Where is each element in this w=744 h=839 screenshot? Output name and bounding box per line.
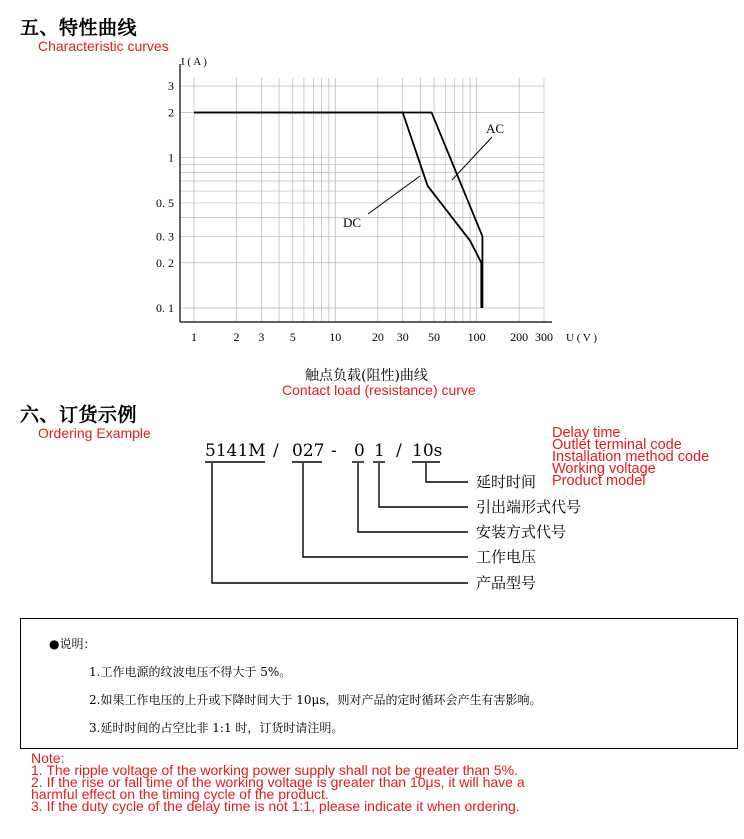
note-en-item-2-cont: harmful effect on the timing cycle of the product. <box>31 786 329 802</box>
x-tick-label: 30 <box>396 330 409 344</box>
code-installation-method: 0 <box>354 441 365 461</box>
y-tick-label: 1 <box>168 150 174 165</box>
code-outlet-terminal: 1 <box>374 441 385 461</box>
x-tick-label: 200 <box>510 330 529 344</box>
chart-caption: 触点负载(阻性)曲线 <box>305 368 428 384</box>
label-en-working-voltage: Working voltage <box>552 461 656 477</box>
x-tick-label: 10 <box>329 330 342 344</box>
label-en-outlet-terminal: Outlet terminal code <box>552 437 682 453</box>
label-zh-working-voltage: 工作电压 <box>476 548 537 566</box>
x-tick-label: 50 <box>428 330 441 344</box>
y-tick-label: 0. 2 <box>156 255 174 270</box>
label-en-delay-time: Delay time <box>552 425 621 441</box>
code-slash-1: / <box>273 441 279 461</box>
note-item-3: 3.延时时间的占空比非 1:1 时，订货时请注明。 <box>89 721 344 735</box>
x-tick-label: 3 <box>258 330 265 344</box>
code-slash-2: / <box>396 441 402 461</box>
y-tick-label: 0. 3 <box>156 229 174 244</box>
annotation-dc: DC <box>343 215 362 230</box>
annotation-ac: AC <box>486 121 505 136</box>
notes-box <box>20 618 738 749</box>
x-tick-label: 1 <box>191 330 197 344</box>
section6-title: 六、订货示例 <box>20 404 138 426</box>
section5-title: 五、特性曲线 <box>20 17 138 39</box>
code-product-model: 5141M <box>205 441 266 461</box>
y-tick-label: 0. 5 <box>156 195 174 210</box>
section6-subtitle: Ordering Example <box>38 425 151 441</box>
chart-caption-en: Contact load (resistance) curve <box>282 382 476 398</box>
x-tick-label: 300 <box>535 330 553 344</box>
section5-subtitle: Characteristic curves <box>38 38 169 54</box>
note-en-item-3: 3. If the duty cycle of the delay time is not 1:1, please indicate it when ordering. <box>31 798 520 814</box>
code-dash: - <box>331 441 337 461</box>
note-en-title: Note: <box>31 750 65 766</box>
notes-title: ●说明： <box>49 637 96 651</box>
x-tick-label: 2 <box>233 330 240 344</box>
label-en-installation-method: Installation method code <box>552 449 710 465</box>
label-zh-delay-time: 延时时间 <box>476 473 537 491</box>
code-working-voltage: 027 <box>292 441 325 461</box>
x-tick-label: 5 <box>289 330 296 344</box>
y-tick-label: 2 <box>168 105 174 120</box>
note-item-1: 1.工作电源的纹波电压不得大于 5%。 <box>89 665 292 679</box>
note-en-item-2: 2. If the rise or fall time of the working voltage is greater than 10μs, it will have a <box>31 774 525 790</box>
note-item-2: 2.如果工作电压的上升或下降时间大于 10μs，则对产品的定时循环会产生有害影响。 <box>89 693 542 707</box>
y-axis-label: I ( A ) <box>181 56 207 68</box>
y-tick-label: 3 <box>168 79 174 93</box>
x-tick-label: 100 <box>467 330 486 344</box>
code-delay-time: 10s <box>412 441 443 461</box>
x-tick-label: 20 <box>371 330 384 344</box>
note-en-item-1: 1. The ripple voltage of the working power supply shall not be greater than 5%. <box>31 762 518 778</box>
label-zh-outlet-terminal: 引出端形式代号 <box>476 498 582 516</box>
y-tick-label: 0. 1 <box>156 301 174 315</box>
label-zh-installation-method: 安装方式代号 <box>476 523 567 541</box>
x-axis-label: U ( V ) <box>566 332 598 344</box>
label-zh-product-model: 产品型号 <box>476 574 537 592</box>
label-en-product-model: Product model <box>552 473 646 489</box>
